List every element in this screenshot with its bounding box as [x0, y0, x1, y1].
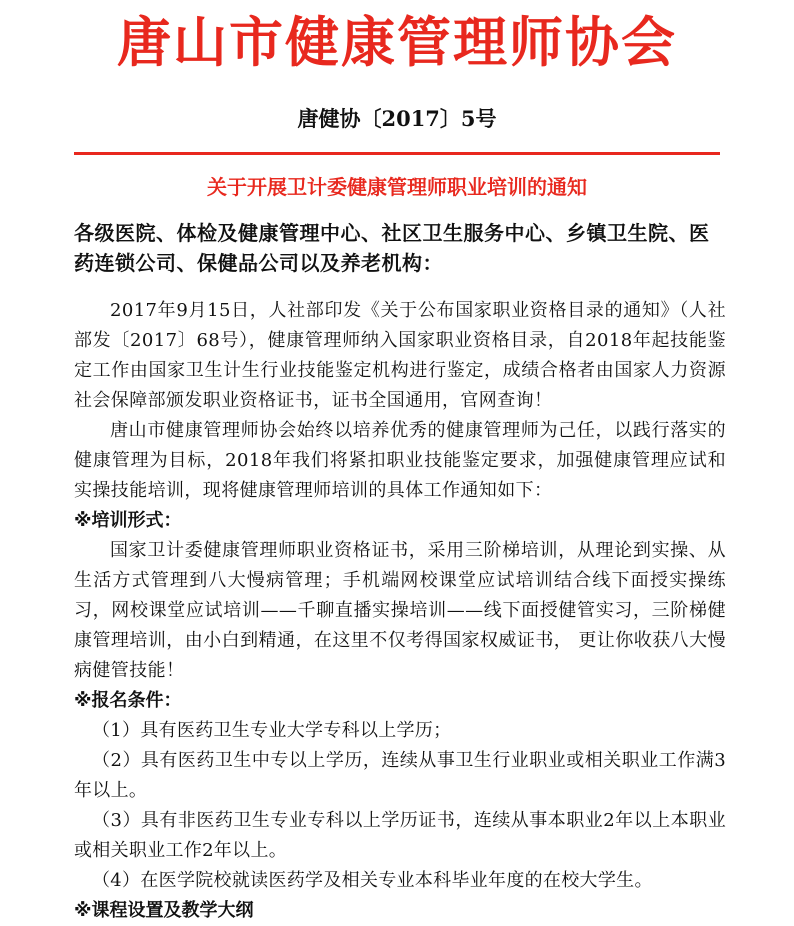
requirement-item: （3）具有非医药卫生专业专科以上学历证书，连续从事本职业2年以上本职业或相关职业工作2年以上。 [74, 810, 726, 861]
notice-title: 关于开展卫计委健康管理师职业培训的通知 [207, 175, 587, 199]
section-heading-curriculum: ※课程设置及教学大纲 [74, 900, 254, 921]
paragraph-intro: 2017年9月15日，人社部印发《关于公布国家职业资格目录的通知》（人社部发〔2017〕68号），健康管理师纳入国家职业资格目录，自2018年起技能鉴定工作由国家卫生计生行业技能鉴定机构进行鉴定，成绩合格者由国家人力资源社会保障部颁发职业资格证书，证书全国通用，官网查询！ [74, 300, 726, 411]
requirement-item: （1）具有医药卫生专业大学专科以上学历； [92, 720, 452, 741]
section-heading-requirements: ※报名条件： [74, 690, 182, 711]
addressee: 各级医院、体检及健康管理中心、社区卫生服务中心、乡镇卫生院、医药连锁公司、保健品公司以及养老机构： [74, 221, 710, 275]
organization-title: 唐山市健康管理师协会 [117, 11, 677, 74]
paragraph-association: 唐山市健康管理师协会始终以培养优秀的健康管理师为己任，以践行落实的健康管理为目标，2018年我们将紧扣职业技能鉴定要求，加强健康管理应试和实操技能培训，现将健康管理师培训的具体工作通知如下： [74, 420, 726, 501]
red-divider-line [74, 152, 720, 155]
notice-body [74, 218, 726, 926]
document-number: 唐健协〔2017〕5号 [297, 106, 497, 131]
section-heading-training-form: ※培训形式： [74, 510, 182, 531]
training-form-text: 国家卫计委健康管理师职业资格证书，采用三阶梯培训，从理论到实操、从生活方式管理到八大慢病管理；手机端网校课堂应试培训结合线下面授实操练习，网校课堂应试培训——千聊直播实操培训——线下面授健管实习，三阶梯健康管理培训，由小白到精通，在这里不仅考得国家权威证书， 更让你收获八大慢病健管技能！ [74, 540, 726, 681]
requirement-item: （2）具有医药卫生中专以上学历，连续从事卫生行业职业或相关职业工作满3年以上。 [74, 750, 726, 801]
requirement-item: （4）在医学院校就读医药学及相关专业本科毕业年度的在校大学生。 [92, 870, 653, 891]
